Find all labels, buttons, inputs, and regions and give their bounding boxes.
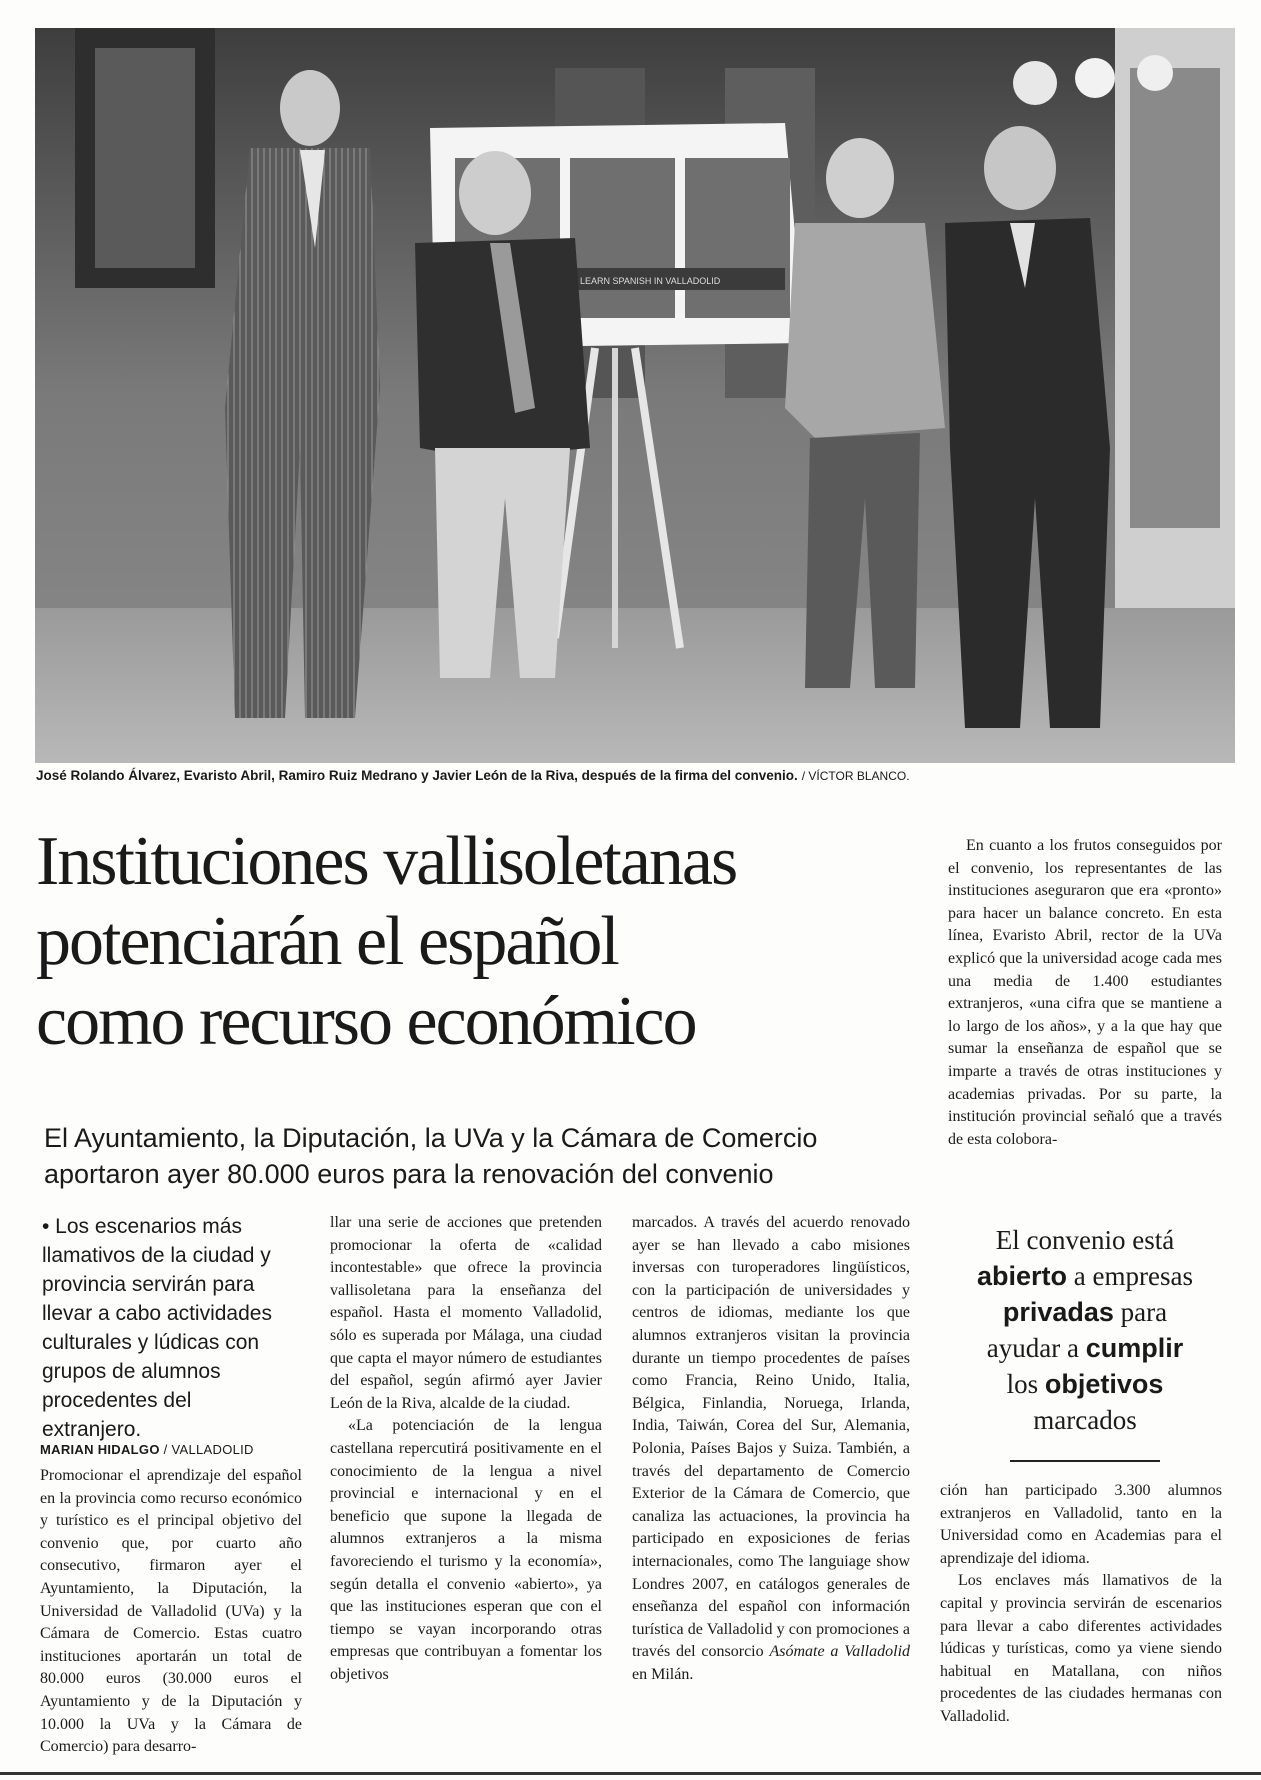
pull-quote-line-4 <box>940 1330 1230 1366</box>
headline-line-1: Instituciones vallisoletanas <box>36 823 737 900</box>
consortium-name: Asómate a Valladolid <box>769 1643 911 1661</box>
paragraph: Los enclaves más llamativos de la capital y provincia servirán de escenarios para llevar a cabo diferentes actividades lúdicas y turísticas, como ya viene siendo habitual en Matallana, con niños procedentes de las ciudades hermanas con Valladolid. <box>940 1572 1222 1725</box>
photo-caption <box>36 768 910 783</box>
pull-quote-line-5 <box>940 1366 1230 1402</box>
pull-quote-emphasis: privadas <box>1002 1297 1114 1327</box>
byline <box>40 1442 254 1457</box>
right-column-top <box>948 835 1222 1151</box>
paragraph-text-end: en Milán. <box>632 1665 694 1683</box>
body-column-3 <box>632 1212 910 1686</box>
pull-quote-text: para <box>1113 1297 1168 1327</box>
paragraph: «La potenciación de la lengua castellana repercutirá positivamente en el conocimiento de la lengua a nivel provincial e internacional y en el beneficio que supone la llegada de alumnos extranjeros a la misma favoreciendo el turismo y la economía», según detalla el convenio «abierto», ya que las instituciones esperan que con el tiempo se vayan incorporando otras empresas que contribuyan a fomentar los objetivos <box>330 1417 602 1683</box>
headline-line-2: potenciarán el español <box>36 903 618 980</box>
paragraph-text: marcados. A través del acuerdo renovado ayer se han llevado a cabo misiones inversas con turoperadores lingüísticos, con la participación de universidades y centros de idiomas, mediante los que alumnos extranjeros visitan la provincia durante un tiempo procedentes de países como Francia, Reino Unido, Italia, Bélgica, Finlandia, Noruega, Irlanda, India, Taiwán, Corea del Sur, Alemania, Polonia, Países Bajos y Suiza. También, a través del departamento de Comercio Exterior de la Cámara de Comercio, que canaliza las actuaciones, la provincia ha participado en exposiciones de ferias internacionales, como The languiage show Londres 2007, en catálogos generales de enseñanza del español con información turística de Valladolid y con promociones a través del consorcio <box>632 1214 910 1661</box>
pull-quote-line-1: El convenio está <box>995 1225 1175 1255</box>
photo-illustration <box>35 28 1235 763</box>
body-column-1 <box>40 1465 302 1759</box>
paragraph: En cuanto a los frutos conseguidos por el convenio, los representantes de las instituciones aseguraron que era «pronto» para hacer un balance concreto. En esta línea, Evaristo Abril, rector de la UVa explicó que la universidad acoge cada mes una media de 1.400 estudiantes extranjeros, «una cifra que se mantiene a lo largo de los años», y a la que hay que sumar la enseñanza de español que se imparte a través de otras instituciones y academias privadas. Por su parte, la institución provincial señaló que a través de esta colobora- <box>948 837 1222 1148</box>
pull-quote-rule <box>1010 1460 1160 1462</box>
summary-bullet: • Los escenarios más llamativos de la ciudad y provincia servirán para llevar a cabo actividades culturales y lúdicas con grupos de alumnos procedentes del extranjero. <box>42 1215 272 1441</box>
pull-quote-line-3 <box>940 1294 1230 1330</box>
pull-quote-emphasis: objetivos <box>1044 1369 1164 1399</box>
headline <box>36 822 936 1062</box>
pull-quote-emphasis: abierto <box>977 1261 1068 1291</box>
subheadline-line-1: El Ayuntamiento, la Diputación, la UVa y la Cámara de Comercio <box>44 1123 818 1153</box>
subheadline-line-2: aportaron ayer 80.000 euros para la renovación del convenio <box>44 1159 774 1189</box>
press-photo <box>35 28 1235 763</box>
pull-quote-text: a empresas <box>1067 1261 1193 1291</box>
body-column-4 <box>940 1480 1222 1729</box>
byline-author: MARIAN HIDALGO <box>40 1442 160 1457</box>
body-column-2 <box>330 1212 602 1686</box>
pull-quote-emphasis: cumplir <box>1085 1333 1184 1363</box>
pull-quote-text: ayudar a <box>986 1333 1086 1363</box>
pull-quote-line-6: marcados <box>1033 1405 1137 1435</box>
pull-quote-line-2 <box>940 1258 1230 1294</box>
pull-quote-text: los <box>1006 1369 1045 1399</box>
paragraph: ción han participado 3.300 alumnos extranjeros en Valladolid, tanto en la Universidad como en Academias para el aprendizaje del idioma. <box>940 1482 1222 1567</box>
pull-quote <box>940 1222 1230 1438</box>
page-bottom-rule <box>0 1772 1261 1775</box>
paragraph: llar una serie de acciones que pretenden promocionar la oferta de «calidad incontestable» que ofrece la provincia vallisoletana para la enseñanza del español. Hasta el momento Valladolid, sólo es superada por Málaga, una ciudad que capta el mayor número de estudiantes del español, según afirmó ayer Javier León de la Riva, alcalde de la ciudad. <box>330 1214 602 1412</box>
poster-banner: LEARN SPANISH IN VALLADOLID <box>580 276 721 286</box>
paragraph <box>632 1212 910 1686</box>
caption-text: José Rolando Álvarez, Evaristo Abril, Ramiro Ruiz Medrano y Javier León de la Riva, después de la firma del convenio. <box>36 768 798 783</box>
byline-city: / VALLADOLID <box>163 1442 254 1457</box>
photo-credit: / VÍCTOR BLANCO. <box>801 769 910 783</box>
headline-line-3: como recurso económico <box>36 983 696 1060</box>
subheadline <box>44 1120 924 1192</box>
paragraph: Promocionar el aprendizaje del español en la provincia como recurso económico y turístico es el principal objetivo del convenio que, por cuarto año consecutivo, firmaron ayer el Ayuntamiento, la Diputación, la Universidad de Valladolid (UVa) y la Cámara de Comercio. Estas cuatro instituciones aportarán un total de 80.000 euros (30.000 euros el Ayuntamiento y de la Diputación y 10.000 la UVa y la Cámara de Comercio) para desarro- <box>40 1467 302 1756</box>
